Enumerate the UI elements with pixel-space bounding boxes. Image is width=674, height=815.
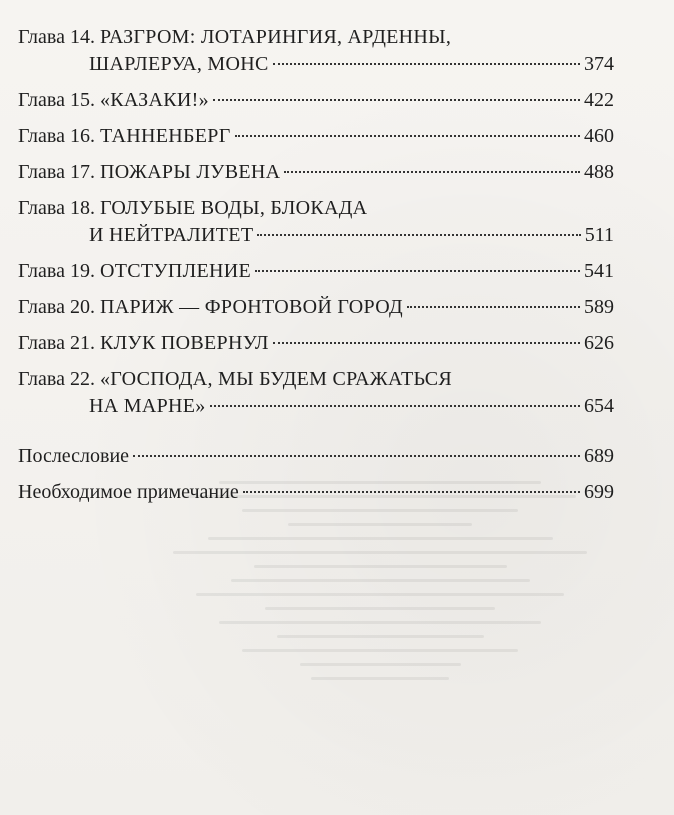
toc-entry-chapter-19 xyxy=(18,258,614,285)
dot-leader xyxy=(273,342,580,344)
page-number: 511 xyxy=(584,224,614,246)
chapter-prefix: Глава 14. xyxy=(18,26,95,48)
dot-leader xyxy=(133,455,580,457)
chapter-prefix: Глава 20. xyxy=(18,296,95,318)
chapter-title: «ГОСПОДА, МЫ БУДЕМ СРАЖАТЬСЯ xyxy=(99,368,453,390)
page-number: 589 xyxy=(584,296,614,318)
page-number: 626 xyxy=(584,332,614,354)
reverse-side-bleed-through xyxy=(150,470,610,800)
dot-leader xyxy=(257,234,580,236)
toc-entry-afterword xyxy=(18,443,614,470)
toc-entry-chapter-18 xyxy=(18,195,614,249)
chapter-prefix: Глава 18. xyxy=(18,197,95,219)
dot-leader xyxy=(407,306,580,308)
dot-leader xyxy=(210,405,580,407)
page-number: 541 xyxy=(584,260,614,282)
chapter-title: ОТСТУПЛЕНИЕ xyxy=(99,260,251,282)
dot-leader xyxy=(243,491,580,493)
chapter-title-cont: НА МАРНЕ» xyxy=(89,395,206,417)
dot-leader xyxy=(255,270,580,272)
dot-leader xyxy=(284,171,580,173)
page-number: 422 xyxy=(584,89,614,111)
chapter-title-cont: ШАРЛЕРУА, МОНС xyxy=(89,53,269,75)
chapter-prefix: Глава 15. xyxy=(18,89,95,111)
chapter-prefix: Глава 21. xyxy=(18,332,95,354)
chapter-title: «КАЗАКИ!» xyxy=(99,89,209,111)
toc-entry-note xyxy=(18,479,614,506)
toc-entry-chapter-17 xyxy=(18,159,614,186)
page-number: 488 xyxy=(584,161,614,183)
page-number: 654 xyxy=(584,395,614,417)
toc-entry-chapter-14 xyxy=(18,24,614,78)
dot-leader xyxy=(213,99,580,101)
toc-entry-chapter-22 xyxy=(18,366,614,420)
section-gap xyxy=(18,429,614,443)
chapter-prefix: Глава 19. xyxy=(18,260,95,282)
page-number: 374 xyxy=(584,53,614,75)
chapter-title: ПАРИЖ — ФРОНТОВОЙ ГОРОД xyxy=(99,296,403,318)
note-title: Необходимое примечание xyxy=(18,481,239,503)
table-of-contents xyxy=(18,24,614,515)
chapter-title: ПОЖАРЫ ЛУВЕНА xyxy=(99,161,281,183)
page-number: 699 xyxy=(584,481,614,503)
dot-leader xyxy=(235,135,580,137)
page-number: 460 xyxy=(584,125,614,147)
chapter-title: ТАННЕНБЕРГ xyxy=(99,125,231,147)
chapter-title: ГОЛУБЫЕ ВОДЫ, БЛОКАДА xyxy=(99,197,368,219)
toc-entry-chapter-20 xyxy=(18,294,614,321)
toc-entry-chapter-21 xyxy=(18,330,614,357)
chapter-prefix: Глава 22. xyxy=(18,368,95,390)
chapter-prefix: Глава 16. xyxy=(18,125,95,147)
chapter-prefix: Глава 17. xyxy=(18,161,95,183)
chapter-title-cont: И НЕЙТРАЛИТЕТ xyxy=(89,224,254,246)
page-number: 689 xyxy=(584,445,614,467)
chapter-title: КЛУК ПОВЕРНУЛ xyxy=(99,332,269,354)
toc-entry-chapter-16 xyxy=(18,123,614,150)
dot-leader xyxy=(273,63,580,65)
chapter-title: РАЗГРОМ: ЛОТАРИНГИЯ, АРДЕННЫ, xyxy=(99,26,452,48)
afterword-title: Послесловие xyxy=(18,445,130,467)
toc-entry-chapter-15 xyxy=(18,87,614,114)
